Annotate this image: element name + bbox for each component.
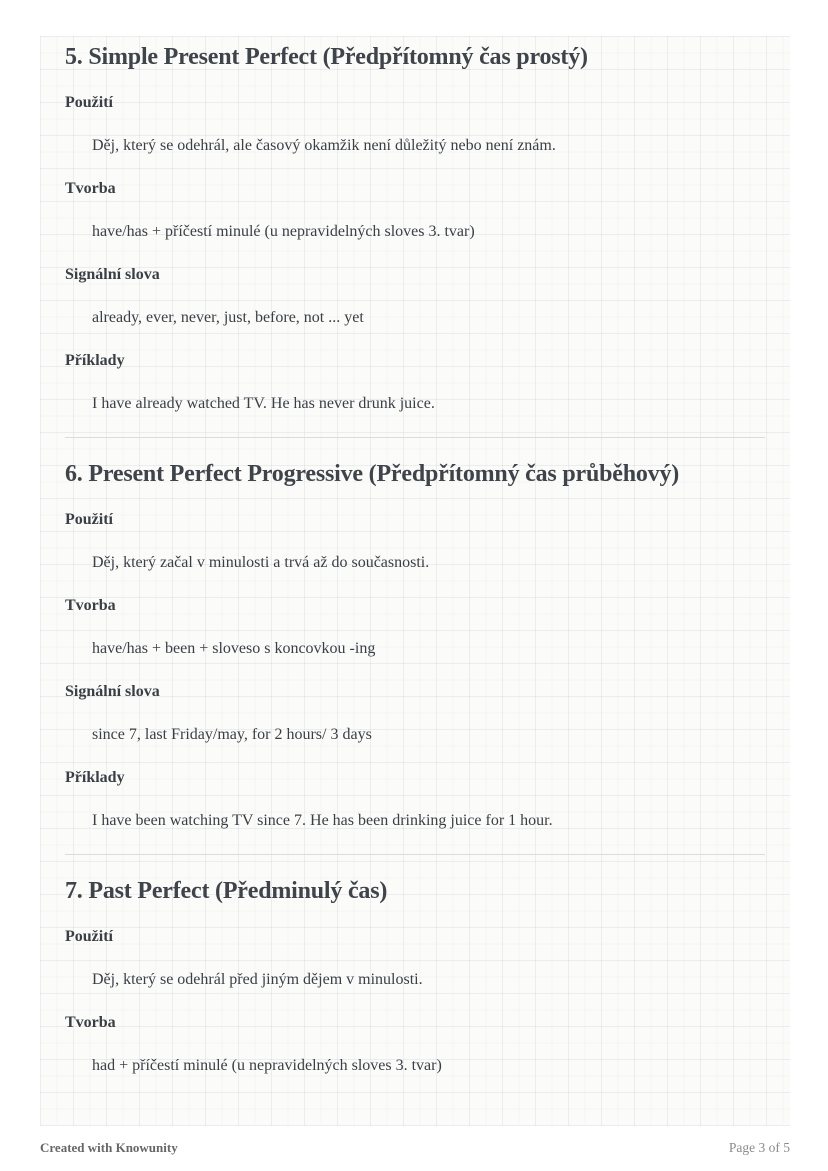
block-text: since 7, last Friday/may, for 2 hours/ 3 days: [92, 726, 372, 743]
block-label: Příklady: [65, 769, 125, 786]
section-title: 5. Simple Present Perfect (Předpřítomný čas prostý): [65, 44, 588, 70]
block-text: already, ever, never, just, before, not ... yet: [92, 309, 364, 326]
document-content: [40, 36, 790, 1075]
footer-page-number: Page 3 of 5: [728, 1140, 790, 1155]
block-label: Tvorba: [65, 597, 116, 614]
block-label: Signální slova: [65, 266, 160, 283]
block-label: Příklady: [65, 352, 125, 369]
block-text: have/has + been + sloveso s koncovkou -ing: [92, 640, 376, 657]
block-text: had + příčestí minulé (u nepravidelných sloves 3. tvar): [92, 1057, 442, 1074]
footer-credit: Created with Knowunity: [40, 1140, 178, 1155]
block-label: Použití: [65, 928, 113, 945]
block-label: Použití: [65, 511, 113, 528]
block-text: have/has + příčestí minulé (u nepravidelných sloves 3. tvar): [92, 223, 475, 240]
block-text: I have already watched TV. He has never drunk juice.: [92, 395, 435, 412]
page-footer: [40, 1140, 790, 1156]
block-label: Tvorba: [65, 1014, 116, 1031]
block-text: Děj, který začal v minulosti a trvá až do současnosti.: [92, 554, 430, 571]
section-divider: [65, 854, 765, 855]
block-text: Děj, který se odehrál před jiným dějem v minulosti.: [92, 971, 423, 988]
block-label: Signální slova: [65, 683, 160, 700]
block-label: Použití: [65, 94, 113, 111]
section-title: 6. Present Perfect Progressive (Předpřítomný čas průběhový): [65, 461, 680, 487]
grid-paper-sheet: [40, 36, 790, 1126]
block-text: I have been watching TV since 7. He has been drinking juice for 1 hour.: [92, 812, 553, 829]
block-label: Tvorba: [65, 180, 116, 197]
section-title: 7. Past Perfect (Předminulý čas): [65, 878, 388, 904]
block-text: Děj, který se odehrál, ale časový okamžik není důležitý nebo není znám.: [92, 137, 556, 154]
section-divider: [65, 437, 765, 438]
